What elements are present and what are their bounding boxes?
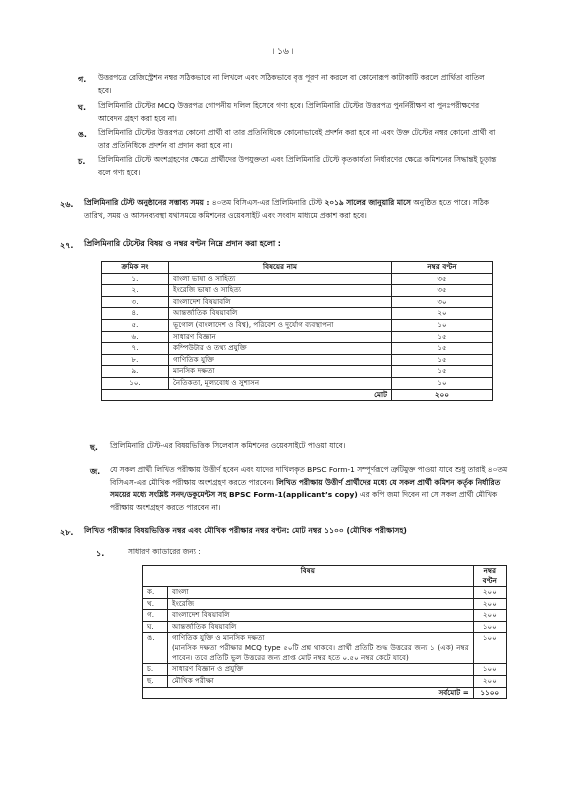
- item-ja-bold: লিখিত পরীক্ষায় উত্তীর্ণ প্রার্থীদের মধ্যে যে সকল প্রার্থী কমিশন কর্তৃক নির্ধারিত সময়ের মধ্যে সংশ্লিষ্ট সনদ/ডকুমেন্টস সহ BPSC Form-1(applicant’s copy): [110, 477, 501, 499]
- table-header: বিষয়: [143, 566, 474, 587]
- section-28-heading: লিখিত পরীক্ষার বিষয়ভিত্তিক নম্বর এবং মৌখিক পরীক্ষার নম্বর বণ্টন: মোট নম্বর ১১০০ (মৌখিক পরীক্ষাসহ): [84, 526, 407, 535]
- marks: ১০০: [473, 664, 506, 676]
- subject-name: বাংলাদেশ বিষয়াবলি: [169, 296, 392, 308]
- subsection-marker: ১.: [96, 549, 105, 558]
- item-text: প্রিলিমিনারি টেস্টের উত্তরপত্র কোনো প্রার্থী বা তার প্রতিনিধিকে কোনোভাবেই প্রদর্শন করা হবে না এবং উক্ত টেস্টের নম্বর কোনো প্রার্থী বা তার প্রতিনিধিকে প্রদর্শন বা প্রদান করা হবে না।: [98, 128, 496, 150]
- table-row: [143, 598, 507, 610]
- subject-name: ইংরেজি: [172, 598, 195, 608]
- marks: ১৫: [392, 331, 493, 343]
- table-row: [102, 285, 493, 297]
- section-26-bold: প্রিলিমিনারি টেস্ট অনুষ্ঠানের সম্ভাব্য সময় :: [84, 198, 210, 207]
- row-number: ৫.: [102, 319, 169, 331]
- subject-note: (মানসিক দক্ষতা পরীক্ষার MCQ type ৫০টি প্রশ্ন থাকবে। প্রার্থী প্রতিটি শুদ্ধ উত্তরের জন্য ১ (এক) নম্বর পাবেন। তবে প্রতিটি ভুল উত্তরের জন্য প্রাপ্ত মোট নম্বর হতে ০.৫০ নম্বর কেটে যাবে): [172, 643, 469, 663]
- table-row: [143, 675, 507, 687]
- section-26-text1: ৪০তম বিসিএস-এর প্রিলিমিনারি টেস্ট: [209, 198, 325, 207]
- table-row: [102, 377, 493, 389]
- marks: ৩০: [392, 296, 493, 308]
- table-header: নম্বর বণ্টন: [473, 566, 506, 587]
- marks: ১৫: [392, 354, 493, 366]
- table-row: [102, 343, 493, 355]
- item-marker: চ.: [78, 157, 86, 166]
- subject-name: বাংলাদেশ বিষয়াবলি: [172, 610, 230, 620]
- row-number: ক.: [143, 587, 168, 599]
- item-text: প্রিলিমিনারি টেস্টের MCQ উত্তরপত্র গোপনীয় দলিল হিসেবে গণ্য হবে। প্রিলিমিনারি টেস্টের উত্তরপত্র পুনর্নিরীক্ষণ বা পুনঃপরীক্ষণের আবেদন গ্রহণ করা হবে না।: [98, 101, 480, 123]
- item-marker: জ.: [90, 467, 101, 476]
- row-number: ৩.: [102, 296, 169, 308]
- table-row: [102, 273, 493, 285]
- page-number: ৷ ১৬ ৷: [272, 47, 294, 57]
- table-row: [102, 308, 493, 320]
- marks: ২০০: [473, 598, 506, 610]
- subsection-heading: সাধারণ ক্যাডারের জন্য :: [128, 547, 201, 556]
- section-26-date: ২০১৯ সালের জানুয়ারি মাসে: [324, 198, 411, 207]
- section-27-heading: প্রিলিমিনারি টেস্টের বিষয় ও নম্বর বণ্টন নিম্নে প্রদান করা হলো :: [84, 239, 281, 248]
- table-header: নম্বর বণ্টন: [392, 262, 493, 274]
- marks: ১০০: [473, 633, 506, 664]
- total-value: ২০০: [392, 389, 493, 401]
- table-header: ক্রমিক নং: [102, 262, 169, 274]
- subject-name: আন্তর্জাতিক বিষয়াবলি: [169, 308, 392, 320]
- table-row: [102, 319, 493, 331]
- subject-name: কম্পিউটার ও তথ্য প্রযুক্তি: [169, 343, 392, 355]
- table-row: [102, 331, 493, 343]
- subject-cell: [168, 633, 474, 664]
- table-header: বিষয়ের নাম: [169, 262, 392, 274]
- row-number: ৯.: [102, 366, 169, 378]
- table-row: [143, 664, 507, 676]
- item-text: প্রিলিমিনারি টেস্ট-এর বিষয়ভিত্তিক সিলেবাস কমিশনের ওয়েবসাইটে পাওয়া যাবে।: [110, 441, 346, 450]
- subject-name: ভূগোল (বাংলাদেশ ও বিশ্ব), পরিবেশ ও দুর্যোগ ব্যবস্থাপনা: [169, 319, 392, 331]
- row-number: চ.: [143, 664, 168, 676]
- subject-cell: [168, 587, 474, 599]
- subject-name: মৌখিক পরীক্ষা: [172, 675, 214, 685]
- subject-name: সাধারণ বিজ্ঞান: [169, 331, 392, 343]
- item-text: উত্তরপত্রে রেজিস্ট্রেশন নম্বর সঠিকভাবে না লিখলে এবং সঠিকভাবে বৃত্ত পূরণ না করলে বা কোনোরূপ কাটাকাটি করলে প্রার্থিতা বাতিল হবে।: [98, 73, 485, 95]
- subject-cell: [168, 598, 474, 610]
- subject-cell: [168, 675, 474, 687]
- marks: ২০০: [473, 610, 506, 622]
- table-row: [102, 354, 493, 366]
- table-row: [102, 366, 493, 378]
- section-26-text2: অনুষ্ঠিত হতে পারে। সঠিক তারিখ, সময় ও আসনব্যবস্থা যথাসময়ে কমিশনের ওয়েবসাইট এবং সংবাদ মাধ্যমে প্রকাশ করা হবে।: [84, 198, 489, 220]
- table-row: [143, 587, 507, 599]
- row-number: ৮.: [102, 354, 169, 366]
- table-header-row: [102, 262, 493, 274]
- total-label: সর্বমোট =: [143, 687, 474, 699]
- section-26-text: [84, 197, 500, 222]
- row-number: ৭.: [102, 343, 169, 355]
- marks: ১০: [392, 377, 493, 389]
- item-ja-text2: এর কপি জমা দিবেন না সে সকল প্রার্থী মৌখিক পরীক্ষায় অংশগ্রহণ করতে পারবেন না।: [110, 490, 498, 512]
- table-row: [143, 621, 507, 633]
- total-value: ১১০০: [473, 687, 506, 699]
- row-number: ছ.: [143, 675, 168, 687]
- marks: ২০০: [473, 675, 506, 687]
- marks: ১০: [392, 319, 493, 331]
- subject-cell: [168, 664, 474, 676]
- item-text: [110, 464, 514, 514]
- subject-cell: [168, 621, 474, 633]
- subject-name: আন্তর্জাতিক বিষয়াবলি: [172, 621, 237, 631]
- subject-name: গাণিতিক যুক্তি: [169, 354, 392, 366]
- item-ja-text1: যে সকল প্রার্থী লিখিত পরীক্ষায় উত্তীর্ণ হবেন এবং যাদের দাখিলকৃত BPSC Form-1 সম্পূর্ণরূপে ত্রুটিমুক্ত পাওয়া যাবে শুধু তারাই ৪০তম বিসিএস-এর মৌখিক পরীক্ষায় অংশগ্রহণ করতে পারবেন।: [110, 465, 508, 487]
- subject-name: ইংরেজি ভাষা ও সাহিত্য: [169, 285, 392, 297]
- row-number: ৪.: [102, 308, 169, 320]
- row-number: ১০.: [102, 377, 169, 389]
- table-row: [143, 633, 507, 664]
- section-marker: ২৭.: [60, 241, 74, 250]
- marks: ৩৫: [392, 273, 493, 285]
- written-marks-table: [142, 565, 507, 699]
- item-text: প্রিলিমিনারি টেস্টে অংশগ্রহণের ক্ষেত্রে প্রার্থীদের উপযুক্ততা এবং প্রিলিমিনারি টেস্টে কৃতকার্যতা নির্ধারণের ক্ষেত্রে কমিশনের সিদ্ধান্তই চূড়ান্ত বলে গণ্য হবে।: [98, 155, 497, 177]
- row-number: ২.: [102, 285, 169, 297]
- item-marker: ছ.: [90, 443, 98, 452]
- total-label: মোট: [102, 389, 392, 401]
- prelim-marks-table: [101, 261, 493, 401]
- table-row: [102, 296, 493, 308]
- marks: ১৫: [392, 343, 493, 355]
- row-number: ৬.: [102, 331, 169, 343]
- item-marker: গ.: [78, 75, 87, 84]
- marks: ২০০: [473, 587, 506, 599]
- marks: ১৫: [392, 366, 493, 378]
- subject-name: বাংলা: [172, 587, 189, 596]
- subject-cell: [168, 610, 474, 622]
- row-number: খ.: [143, 598, 168, 610]
- section-marker: ২৮.: [60, 528, 74, 537]
- marks: ২০: [392, 308, 493, 320]
- subject-name: সাধারণ বিজ্ঞান ও প্রযুক্তি: [172, 664, 244, 674]
- marks: ৩৫: [392, 285, 493, 297]
- row-number: ঙ.: [143, 633, 168, 664]
- subject-name: বাংলা ভাষা ও সাহিত্য: [169, 273, 392, 285]
- table-total-row: [143, 687, 507, 699]
- table-total-row: [102, 389, 493, 401]
- row-number: ঘ.: [143, 621, 168, 633]
- item-marker: ঘ.: [78, 103, 86, 112]
- subject-name: গাণিতিক যুক্তি ও মানসিক দক্ষতা: [172, 633, 265, 643]
- section-marker: ২৬.: [60, 200, 74, 209]
- table-row: [143, 610, 507, 622]
- marks: ১০০: [473, 621, 506, 633]
- row-number: গ.: [143, 610, 168, 622]
- row-number: ১.: [102, 273, 169, 285]
- subject-name: মানসিক দক্ষতা: [169, 366, 392, 378]
- subject-name: নৈতিকতা, মূল্যবোধ ও সুশাসন: [169, 377, 392, 389]
- item-marker: ঙ.: [78, 130, 87, 139]
- table-header-row: [143, 566, 507, 587]
